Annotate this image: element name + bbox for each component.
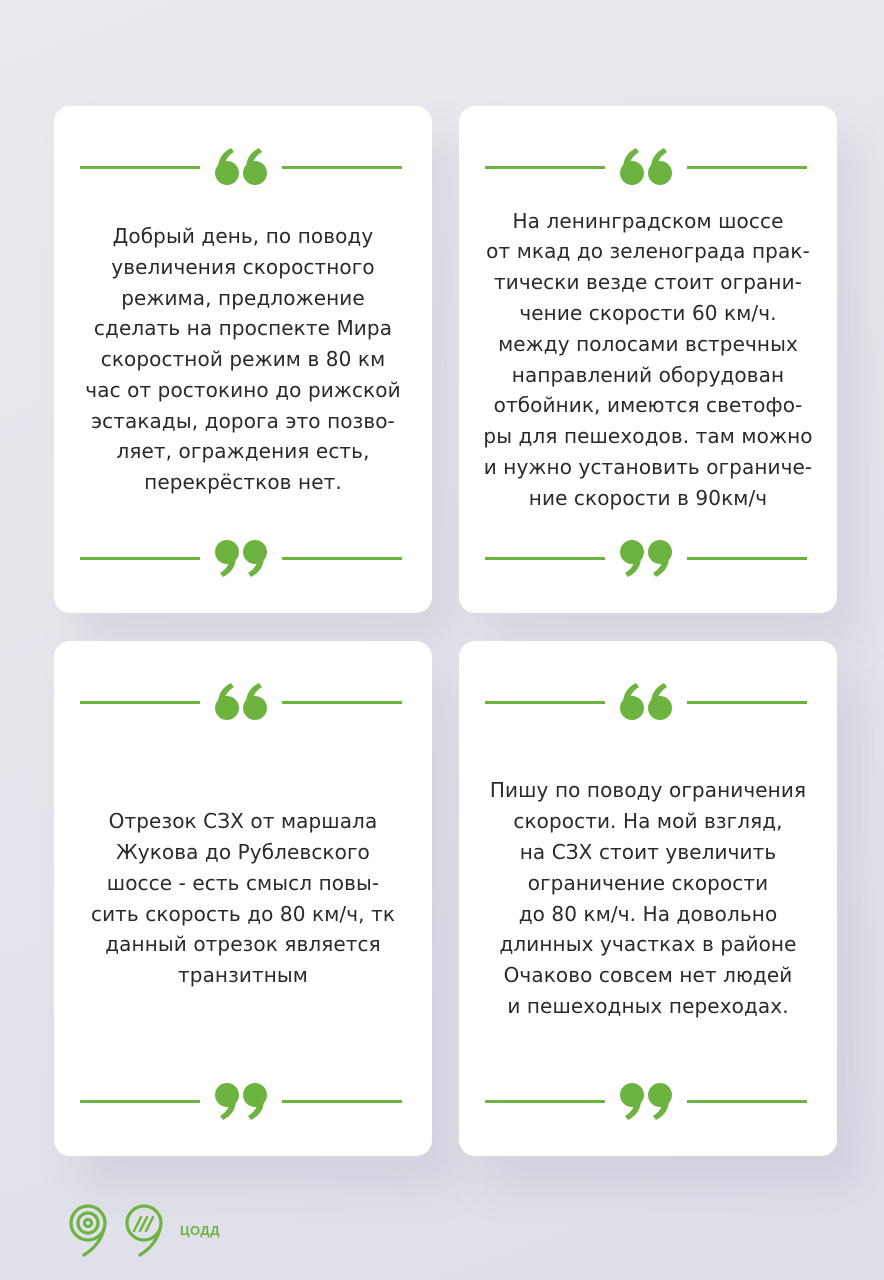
bottom-divider <box>485 530 807 586</box>
divider-line-right <box>687 166 807 169</box>
footer <box>66 1200 220 1260</box>
divider-line-left <box>80 1100 200 1103</box>
bottom-divider <box>80 530 402 586</box>
divider-line-right <box>282 1100 402 1103</box>
quote-text: Добрый день, по поводу увеличения скоростного режима, предложение сделать на проспекте Мира скоростной режим в 80 км час от ростокино до рижской эстакады, дорога это позво- ляет, ограждения есть, перекрёстков нет. <box>85 223 401 495</box>
brand-name: ЦОДД <box>180 1222 220 1238</box>
quote-text: Пишу по поводу ограничения скорости. На мой взгляд, на СЗХ стоит увеличить ограничение скорости до 80 км/ч. На довольно длинных участках в районе Очаково совсем нет людей и пешеходных переходах. <box>489 778 807 1018</box>
logo-9-icon <box>66 1203 112 1257</box>
divider-line-right <box>282 701 402 704</box>
quote-card-3 <box>54 641 432 1156</box>
bottom-divider <box>485 1073 807 1129</box>
opening-quote-icon <box>606 139 686 195</box>
divider-line-right <box>282 557 402 560</box>
quote-card-2 <box>459 106 837 613</box>
divider-line-left <box>80 557 200 560</box>
divider-line-right <box>687 1100 807 1103</box>
top-divider <box>80 674 402 730</box>
closing-quote-icon <box>201 530 281 586</box>
divider-line-left <box>485 1100 605 1103</box>
divider-line-right <box>282 166 402 169</box>
quote-text: На ленинградском шоссе от мкад до зеленограда прак- тически везде стоит ограни- чение скорости 60 км/ч. между полосами встречных направлений оборудован отбойник, имеются светофо- ры для пешеходов. там можно и нужно установить ограниче- ние скорости в 90км/ч <box>483 208 813 510</box>
bottom-divider <box>80 1073 402 1129</box>
divider-line-right <box>687 701 807 704</box>
opening-quote-icon <box>606 674 686 730</box>
opening-quote-icon <box>201 674 281 730</box>
closing-quote-icon <box>201 1073 281 1129</box>
divider-line-left <box>485 557 605 560</box>
divider-line-right <box>687 557 807 560</box>
opening-quote-icon <box>201 139 281 195</box>
logo-9-road-icon <box>122 1203 168 1257</box>
quote-card-4 <box>459 641 837 1156</box>
divider-line-left <box>80 701 200 704</box>
top-divider <box>485 139 807 195</box>
quote-card-1 <box>54 106 432 613</box>
top-divider <box>80 139 402 195</box>
divider-line-left <box>485 701 605 704</box>
quote-text: Отрезок СЗХ от маршала Жукова до Рублевского шоссе - есть смысл повы- сить скорость до 80 км/ч, тк данный отрезок является транзитным <box>90 809 396 988</box>
top-divider <box>485 674 807 730</box>
divider-line-left <box>485 166 605 169</box>
divider-line-left <box>80 166 200 169</box>
closing-quote-icon <box>606 530 686 586</box>
closing-quote-icon <box>606 1073 686 1129</box>
